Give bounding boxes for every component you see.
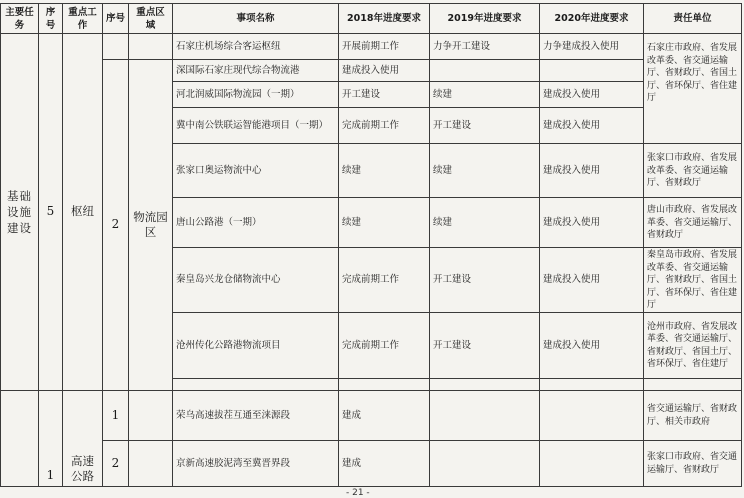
area-cell: 物流园区 xyxy=(129,60,173,391)
unit-cell: 省交通运输厅、省财政厅、相关市政府 xyxy=(644,390,742,440)
unit-cell: 张家口市政府、省交通运输厅、省财政厅 xyxy=(644,440,742,486)
item-name: 沧州传化公路港物流项目 xyxy=(173,312,339,378)
progress-2018: 完成前期工作 xyxy=(339,108,430,144)
task-cell: 基础设施建设 xyxy=(1,34,39,391)
item-name: 秦皇岛兴龙仓储物流中心 xyxy=(173,248,339,313)
header-row xyxy=(1,4,742,34)
progress-2019: 力争开工建设 xyxy=(430,34,540,60)
header-2019: 2019年进度要求 xyxy=(430,4,540,34)
unit-cell: 唐山市政府、省发展改革委、省交通运输厅、省财政厅 xyxy=(644,198,742,248)
page-number: - 21 - xyxy=(346,488,370,498)
item-name: 京新高速胶泥湾至冀晋界段 xyxy=(173,440,339,486)
progress-2019 xyxy=(430,60,540,82)
progress-2020 xyxy=(540,60,644,82)
progress-2019: 开工建设 xyxy=(430,248,540,313)
progress-2019: 续建 xyxy=(430,198,540,248)
seq-cell: 1 xyxy=(39,390,63,486)
progress-2019: 开工建设 xyxy=(430,312,540,378)
header-seq: 序号 xyxy=(39,4,63,34)
table-row xyxy=(1,34,742,60)
item-name: 唐山公路港（一期） xyxy=(173,198,339,248)
progress-table xyxy=(0,3,742,487)
progress-2018: 续建 xyxy=(339,198,430,248)
progress-2018: 续建 xyxy=(339,144,430,198)
task-cell-empty xyxy=(1,390,39,486)
progress-2020: 建成投入使用 xyxy=(540,82,644,108)
progress-2020: 建成投入使用 xyxy=(540,198,644,248)
progress-2019: 开工建设 xyxy=(430,108,540,144)
table-row xyxy=(1,60,742,82)
item-name: 冀中南公铁联运智能港项目（一期） xyxy=(173,108,339,144)
item-name: 石家庄机场综合客运枢纽 xyxy=(173,34,339,60)
sub-seq-cell: 2 xyxy=(103,440,129,486)
item-name: 张家口奥运物流中心 xyxy=(173,144,339,198)
progress-2020: 建成投入使用 xyxy=(540,312,644,378)
header-task: 主要任务 xyxy=(1,4,39,34)
header-key-work: 重点工作 xyxy=(63,4,103,34)
progress-2020: 建成投入使用 xyxy=(540,248,644,313)
header-item-name: 事项名称 xyxy=(173,4,339,34)
table-row xyxy=(1,390,742,440)
key-work-cell: 枢纽 xyxy=(63,34,103,391)
unit-cell: 石家庄市政府、省发展改革委、省交通运输厅、省财政厅、省国土厅、省环保厅、省住建厅 xyxy=(644,34,742,144)
progress-2018: 开展前期工作 xyxy=(339,34,430,60)
area-empty xyxy=(129,390,173,440)
sub-seq-empty xyxy=(103,34,129,60)
progress-2018: 建成投入使用 xyxy=(339,60,430,82)
item-name: 河北润威国际物流园（一期） xyxy=(173,82,339,108)
progress-2019: 续建 xyxy=(430,82,540,108)
header-2018: 2018年进度要求 xyxy=(339,4,430,34)
progress-2018: 完成前期工作 xyxy=(339,312,430,378)
header-key-area: 重点区域 xyxy=(129,4,173,34)
progress-2019: 续建 xyxy=(430,144,540,198)
table-row xyxy=(1,440,742,486)
unit-cell: 沧州市政府、省发展改革委、省交通运输厅、省财政厅、省国土厅、省环保厅、省住建厅 xyxy=(644,312,742,378)
item-name: 荣乌高速拔茬互通至涞源段 xyxy=(173,390,339,440)
sub-seq-cell: 2 xyxy=(103,60,129,391)
progress-2018: 建成 xyxy=(339,390,430,440)
sub-seq-cell: 1 xyxy=(103,390,129,440)
header-seq2: 序号 xyxy=(103,4,129,34)
progress-2020: 建成投入使用 xyxy=(540,144,644,198)
progress-2018: 开工建设 xyxy=(339,82,430,108)
progress-2018: 完成前期工作 xyxy=(339,248,430,313)
progress-2020: 力争建成投入使用 xyxy=(540,34,644,60)
area-empty xyxy=(129,440,173,486)
progress-2018: 建成 xyxy=(339,440,430,486)
key-work-cell: 高速公路 xyxy=(63,390,103,486)
seq-cell: 5 xyxy=(39,34,63,391)
item-name: 深国际石家庄现代综合物流港 xyxy=(173,60,339,82)
area-empty xyxy=(129,34,173,60)
header-unit: 责任单位 xyxy=(644,4,742,34)
unit-cell: 张家口市政府、省发展改革委、省交通运输厅、省财政厅 xyxy=(644,144,742,198)
header-2020: 2020年进度要求 xyxy=(540,4,644,34)
progress-2020: 建成投入使用 xyxy=(540,108,644,144)
unit-cell: 秦皇岛市政府、省发展改革委、省交通运输厅、省财政厅、省国土厅、省环保厅、省住建厅 xyxy=(644,248,742,313)
